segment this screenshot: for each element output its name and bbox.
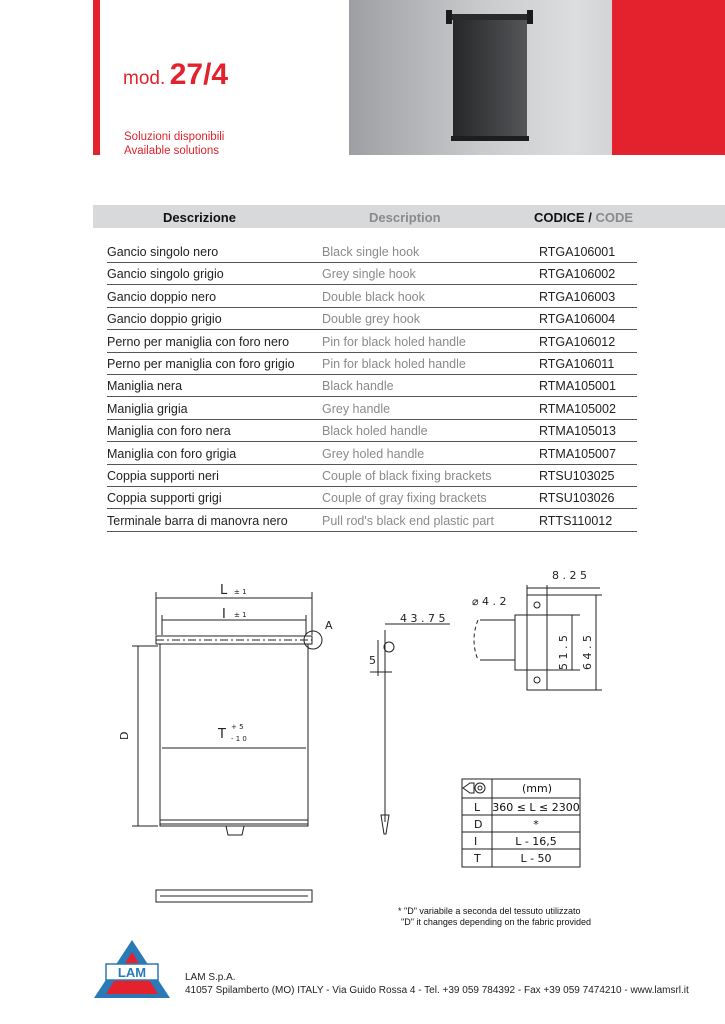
cell-description-it: Gancio doppio nero bbox=[107, 289, 217, 304]
cell-code: RTGA106011 bbox=[539, 357, 615, 371]
table-row bbox=[107, 374, 637, 397]
cell-description-it: Maniglia con foro grigia bbox=[107, 446, 237, 461]
dim-51-5: 5 1 . 5 bbox=[557, 635, 570, 670]
cell-description-en: Couple of gray fixing brackets bbox=[322, 491, 487, 506]
model-title bbox=[123, 58, 228, 92]
cell-description-en: Double black hook bbox=[322, 289, 425, 304]
cell-description-en: Double grey hook bbox=[322, 312, 420, 327]
cell-description-it: Coppia supporti grigi bbox=[107, 491, 222, 506]
cell-description-en: Pull rod's black end plastic part bbox=[322, 513, 494, 528]
table-row bbox=[107, 509, 637, 532]
cell-description-en: Grey single hook bbox=[322, 267, 416, 282]
footnote-it: * "D" variabile a seconda del tessuto utilizzato bbox=[398, 906, 581, 916]
table-row bbox=[107, 442, 637, 465]
dim-64-5: 6 4 . 5 bbox=[581, 635, 594, 670]
dim-D: D bbox=[118, 731, 131, 740]
cell-code: RTMA105007 bbox=[539, 446, 616, 461]
dim-table-key: L bbox=[474, 801, 481, 814]
lam-logo bbox=[92, 938, 172, 1000]
cell-description-it: Maniglia grigia bbox=[107, 401, 188, 416]
mod-prefix: mod. bbox=[123, 68, 166, 89]
cell-description-en: Black holed handle bbox=[322, 424, 428, 439]
cell-code: RTSU103026 bbox=[539, 491, 615, 506]
cell-code: RTMA105001 bbox=[539, 379, 616, 394]
cell-code: RTGA106001 bbox=[539, 245, 616, 259]
table-row bbox=[107, 262, 637, 285]
cell-code: RTGA106003 bbox=[539, 289, 616, 304]
dim-table-unit: (mm) bbox=[522, 782, 553, 795]
table-row bbox=[107, 285, 637, 308]
cell-code: RTSU103025 bbox=[539, 469, 615, 483]
dim-5: 5 bbox=[369, 654, 376, 667]
cell-description-it: Coppia supporti neri bbox=[107, 469, 219, 483]
table-row bbox=[107, 352, 637, 375]
solutions-en: Available solutions bbox=[124, 145, 220, 157]
header-code bbox=[534, 210, 633, 225]
cell-description-en: Black handle bbox=[322, 379, 394, 394]
header-code-en: CODE bbox=[595, 210, 633, 225]
dim-table-value: L - 50 bbox=[520, 852, 552, 865]
table-row bbox=[107, 240, 637, 263]
cell-description-en: Pin for black holed handle bbox=[322, 357, 466, 371]
cell-description-en: Couple of black fixing brackets bbox=[322, 469, 492, 483]
cell-code: RTMA105013 bbox=[539, 424, 616, 439]
dim-L-tol: ± 1 bbox=[234, 588, 247, 596]
dim-I: I bbox=[222, 607, 226, 622]
header-descrizione: Descrizione bbox=[163, 210, 236, 225]
cell-code: RTMA105002 bbox=[539, 401, 616, 416]
cell-description-it: Maniglia con foro nera bbox=[107, 424, 231, 439]
cell-description-en: Black single hook bbox=[322, 245, 420, 259]
model-number: 27/4 bbox=[169, 58, 229, 91]
header-description: Description bbox=[369, 210, 441, 225]
table-row bbox=[107, 419, 637, 442]
dim-I-tol: ± 1 bbox=[234, 611, 247, 619]
company-address: 41057 Spilamberto (MO) ITALY - Via Guido Rossa 4 - Tel. +39 059 784392 - Fax +39 059 7474210 - www.lamsrl.it bbox=[185, 985, 689, 996]
dim-table-value: * bbox=[533, 818, 539, 831]
dim-T: T bbox=[218, 727, 226, 742]
solutions-it: Soluzioni disponibili bbox=[124, 131, 225, 143]
dim-table-key: D bbox=[474, 818, 483, 831]
dim-table-value: L - 16,5 bbox=[515, 835, 557, 848]
dim-T-plus: + 5 bbox=[231, 723, 244, 731]
dim-table-key: I bbox=[474, 835, 478, 848]
cell-description-en: Grey handle bbox=[322, 401, 391, 416]
company-name: LAM S.p.A. bbox=[185, 972, 236, 983]
cell-description-it: Terminale barra di manovra nero bbox=[107, 513, 288, 528]
dim-43-75: 4 3 . 7 5 bbox=[400, 612, 446, 625]
cell-code: RTTS110012 bbox=[539, 513, 613, 528]
footnote bbox=[398, 906, 591, 928]
dim-L: L bbox=[220, 583, 228, 598]
footnote-en: "D" it changes depending on the fabric provided bbox=[401, 917, 592, 927]
detail-A: A bbox=[325, 619, 333, 632]
cell-code: RTGA106002 bbox=[539, 267, 616, 282]
cell-description-it: Maniglia nera bbox=[107, 379, 183, 394]
table-row bbox=[107, 397, 637, 420]
cell-description-en: Pin for black holed handle bbox=[322, 334, 466, 349]
table-row bbox=[107, 486, 637, 509]
solutions-caption bbox=[124, 130, 224, 158]
accent-bar bbox=[93, 0, 100, 155]
dim-table-value: 360 ≤ L ≤ 2300 bbox=[492, 801, 580, 814]
cell-code: RTGA106004 bbox=[539, 312, 616, 327]
cell-description-en: Grey holed handle bbox=[322, 446, 425, 461]
dim-8-25: 8 . 2 5 bbox=[552, 569, 587, 582]
table-row bbox=[107, 330, 637, 353]
dim-table-key: T bbox=[474, 852, 481, 865]
header-codice: CODICE bbox=[534, 210, 585, 225]
logo-text: LAM bbox=[117, 965, 147, 980]
accent-panel bbox=[612, 0, 725, 155]
table-row bbox=[107, 307, 637, 330]
dim-4-2: 4 . 2 bbox=[482, 595, 507, 608]
dim-T-minus: - 1 0 bbox=[231, 735, 247, 743]
diameter-symbol: ⌀ bbox=[472, 595, 479, 608]
header-separator: / bbox=[588, 210, 592, 225]
cell-description-it: Perno per maniglia con foro nero bbox=[107, 334, 290, 349]
cell-code: RTGA106012 bbox=[539, 334, 616, 349]
cell-description-it: Gancio doppio grigio bbox=[107, 312, 222, 327]
technical-drawing bbox=[0, 560, 725, 920]
table-row bbox=[107, 464, 637, 487]
company-info bbox=[185, 971, 689, 997]
cell-description-it: Perno per maniglia con foro grigio bbox=[107, 357, 295, 371]
cell-description-it: Gancio singolo nero bbox=[107, 245, 219, 259]
cell-description-it: Gancio singolo grigio bbox=[107, 267, 224, 282]
